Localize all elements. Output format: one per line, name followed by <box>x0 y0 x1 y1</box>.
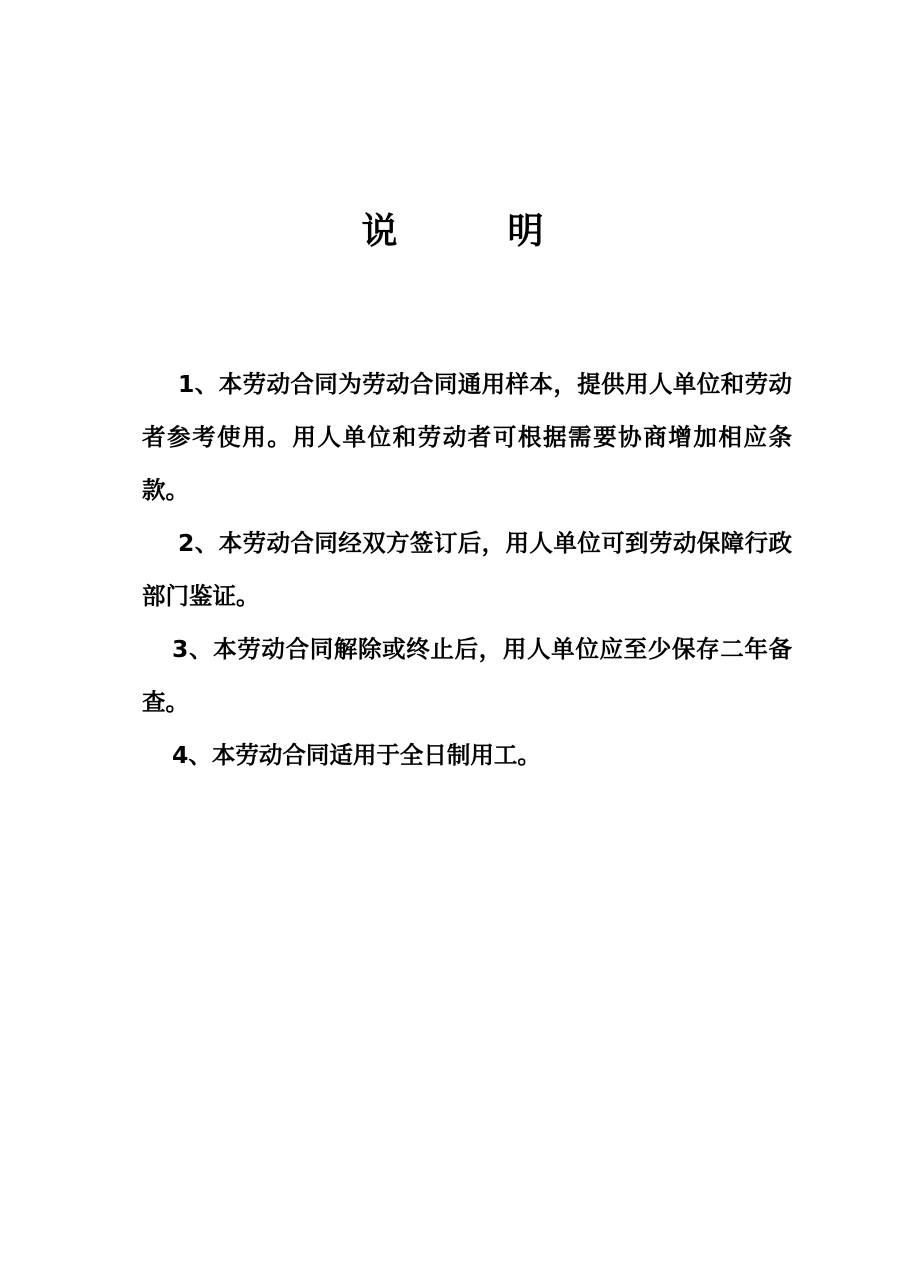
instruction-paragraph-4: 4、本劳动合同适用于全日制用工。 <box>172 741 541 769</box>
page-title <box>0 206 905 258</box>
instruction-paragraph-3: 3、本劳动合同解除或终止后，用人单位应至少保存二年备查。 <box>142 635 792 716</box>
instructions-body <box>142 358 792 782</box>
title-char-2: 明 <box>507 211 544 252</box>
instruction-paragraph-1: 1、本劳动合同为劳动合同通用样本，提供用人单位和劳动者参考使用。用人单位和劳动者可根据需要协商增加相应条款。 <box>142 370 792 504</box>
instruction-paragraph-2: 2、本劳动合同经双方签订后，用人单位可到劳动保障行政部门鉴证。 <box>142 529 792 610</box>
title-char-1: 说 <box>361 211 398 252</box>
